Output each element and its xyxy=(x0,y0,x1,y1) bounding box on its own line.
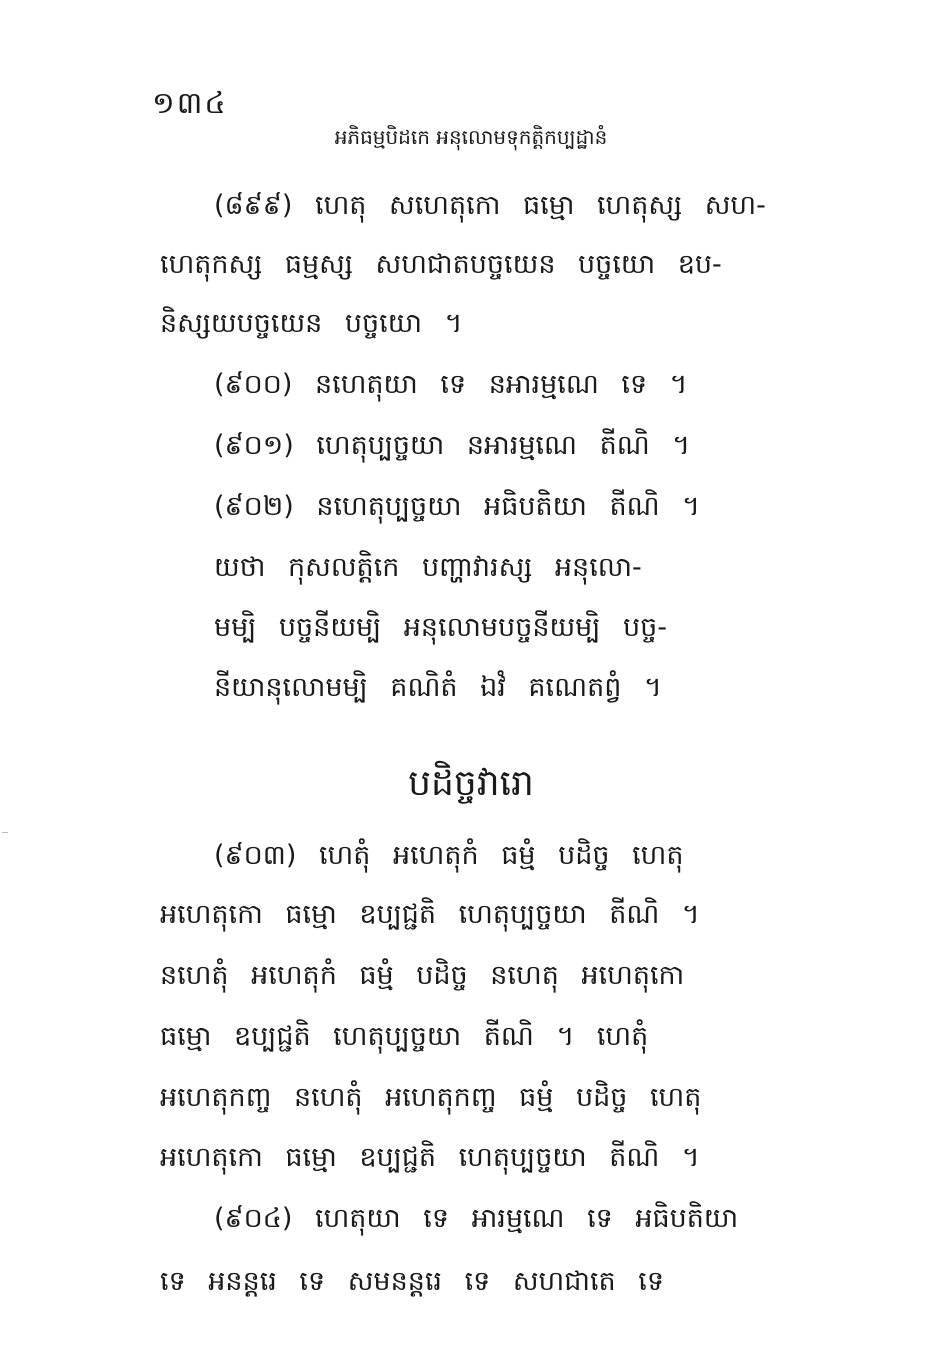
paragraph-line: អហេតុកោ ធម្មោ ឧប្បជ្ជតិ ហេតុប្បច្ចយា តីណិ ។ xyxy=(160,899,700,930)
paragraph-line: និស្សយបច្ចយេន បច្ចយោ ។ xyxy=(160,308,463,339)
paragraph-line: យថា កុសលត្តិកេ បញ្ហាវារស្ស អនុលោ- xyxy=(214,552,642,583)
running-header: អភិធម្មបិដកេ អនុលោមទុកត្តិកប្បដ្ឋានំ xyxy=(334,125,608,149)
paragraph-line: នហេតុំ អហេតុកំ ធម្មំ បដិច្ច នហេតុ អហេតុកោ xyxy=(160,960,685,991)
paragraph-line: អហេតុកោ ធម្មោ ឧប្បជ្ជតិ ហេតុប្បច្ចយា តីណិ ។ xyxy=(160,1142,700,1173)
numbered-item: (៩០០) នហេតុយា ទេ នអារម្មណេ ទេ ។ xyxy=(214,369,688,400)
paragraph-line: នីយានុលោមម្បិ គណិតំ ឯវំ គណេតព្វំ ។ xyxy=(214,672,662,703)
paragraph-line: (៨៩៩) ហេតុ សហេតុកោ ធម្មោ ហេតុស្ស សហ- xyxy=(214,190,766,221)
numbered-item: (៩០១) ហេតុប្បច្ចយា នអារម្មណេ តីណិ ។ xyxy=(214,430,691,461)
paragraph-line: (៩០៣) ហេតុំ អហេតុកំ ធម្មំ បដិច្ច ហេតុ xyxy=(214,840,684,871)
paragraph-line: (៩០៤) ហេតុយា ទេ អារម្មណេ ទេ អធិបតិយា xyxy=(214,1203,739,1234)
section-title: បដិច្ចវារោ xyxy=(408,763,534,804)
paragraph-line: អហេតុកញ្ច នហេតុំ អហេតុកញ្ច ធម្មំ បដិច្ច ហេតុ xyxy=(160,1082,702,1113)
numbered-item: (៩០២) នហេតុប្បច្ចយា អធិបតិយា តីណិ ។ xyxy=(214,491,700,522)
margin-mark xyxy=(2,832,8,833)
paragraph-line: ហេតុកស្ស ធម្មស្ស សហជាតបច្ចយេន បច្ចយោ ឧប- xyxy=(160,249,722,280)
paragraph-line: ទេ អនន្តរេ ទេ សមនន្តរេ ទេ សហជាតេ ទេ xyxy=(160,1266,664,1297)
paragraph-line: ធម្មោ ឧប្បជ្ជតិ ហេតុប្បច្ចយា តីណិ ។ ហេតុំ xyxy=(160,1021,649,1052)
page-number: ១៣៤ xyxy=(152,86,228,121)
paragraph-line: មម្បិ បច្ចនីយម្បិ អនុលោមបច្ចនីយម្បិ បច្ច- xyxy=(214,612,667,643)
